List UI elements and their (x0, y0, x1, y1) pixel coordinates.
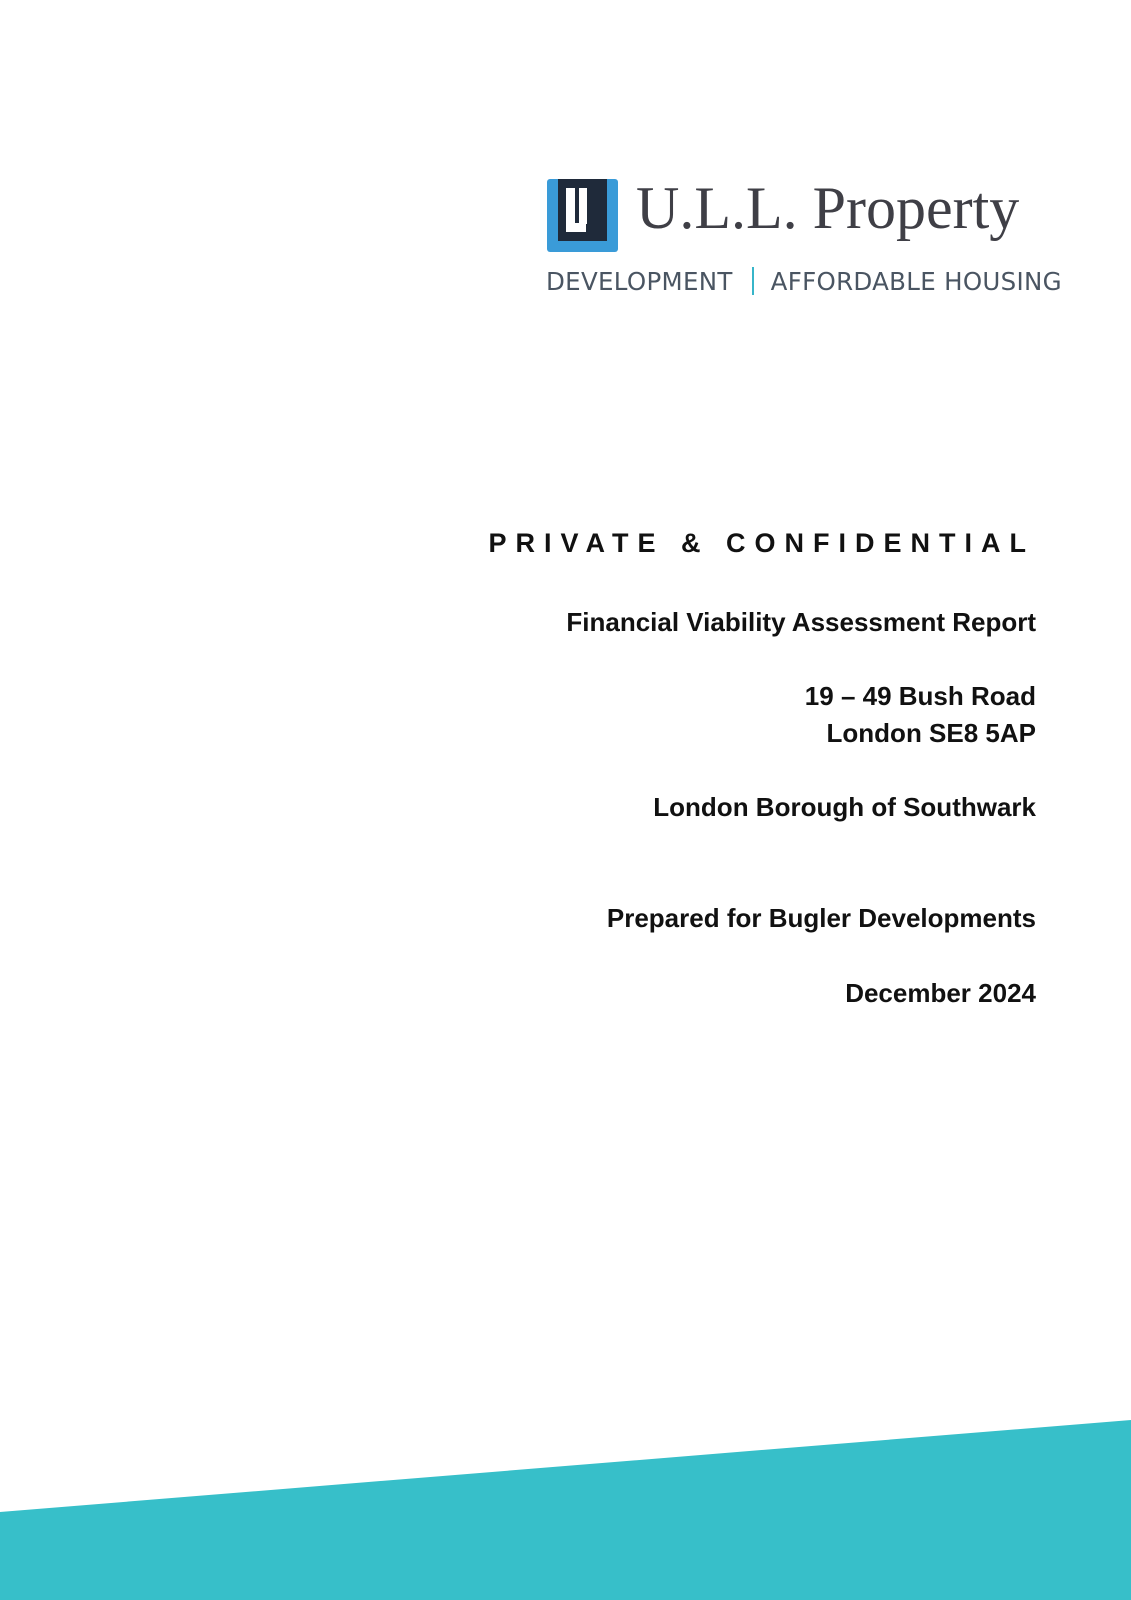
site-address-line1: 19 – 49 Bush Road (804, 681, 1036, 711)
borough-name: London Borough of Southwark (653, 792, 1036, 822)
teal-footer-swoosh (0, 1380, 1131, 1600)
report-date: December 2024 (845, 978, 1036, 1008)
ull-property-logo-mark (547, 179, 618, 252)
brand-name: U.L.L. Property (636, 175, 1020, 241)
brand-tagline (546, 264, 1062, 300)
confidential-heading: PRIVATE & CONFIDENTIAL (488, 528, 1035, 558)
report-title: Financial Viability Assessment Report (566, 607, 1036, 637)
tagline-affordable-housing: AFFORDABLE HOUSING (770, 267, 1062, 296)
tagline-development: DEVELOPMENT (546, 267, 733, 296)
site-address-line2: London SE8 5AP (826, 718, 1036, 748)
tagline-separator (752, 267, 754, 295)
prepared-for: Prepared for Bugler Developments (606, 903, 1036, 933)
